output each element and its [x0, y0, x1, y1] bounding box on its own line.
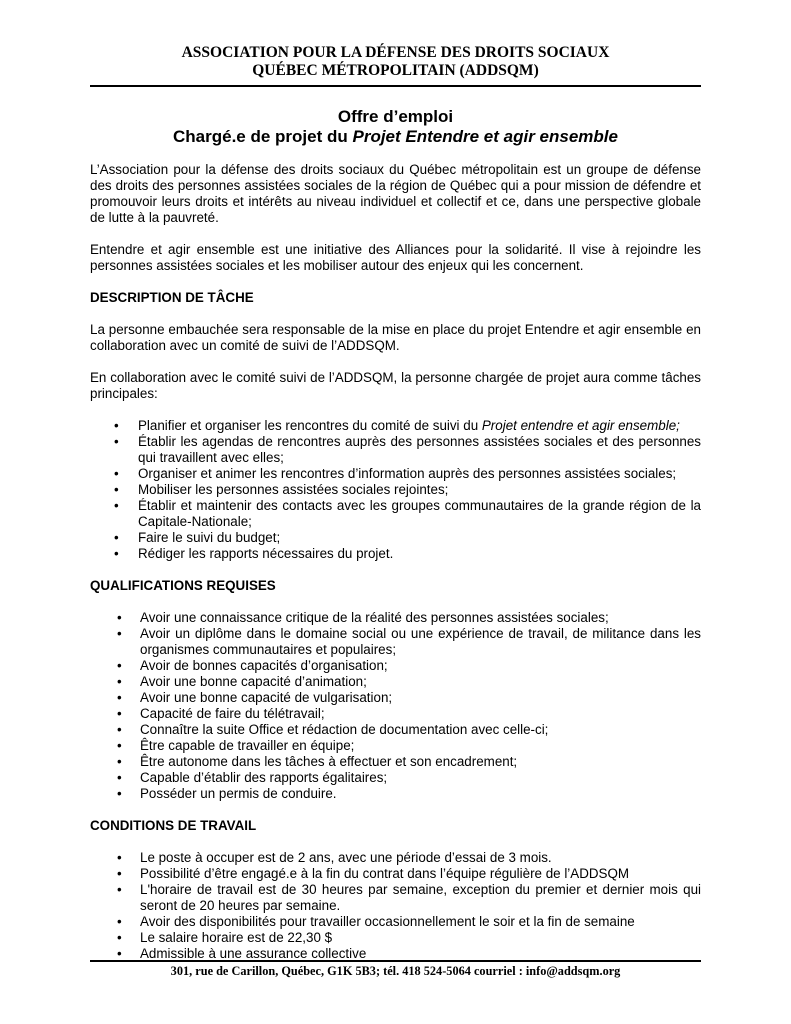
list-item: • Faire le suivi du budget;: [90, 530, 701, 546]
task-project-name: Projet entendre et agir ensemble;: [481, 418, 680, 433]
tasks-list: [90, 418, 701, 562]
list-item: • Établir les agendas de rencontres auprès des personnes assistées sociales et des personnes qui travaillent avec elles;: [90, 434, 701, 466]
list-item: • Être autonome dans les tâches à effectuer et son encadrement;: [90, 754, 701, 770]
organization-subtitle: QUÉBEC MÉTROPOLITAIN (ADDSQM): [252, 62, 539, 79]
organization-name: ASSOCIATION POUR LA DÉFENSE DES DROITS SOCIAUX: [181, 44, 610, 61]
title-line-2: [90, 127, 701, 147]
list-item: • Établir et maintenir des contacts avec les groupes communautaires de la grande région de la Capitale-Nationale;: [90, 498, 701, 530]
title-line-1: Offre d’emploi: [337, 107, 454, 126]
list-item: • Le salaire horaire est de 22,30 $: [90, 930, 701, 946]
list-item: • Avoir de bonnes capacités d’organisation;: [90, 658, 701, 674]
footer-address: 301, rue de Carillon, Québec, G1K 5B3; tél. 418 524-5064 courriel : info@addsqm.org: [170, 964, 621, 978]
title-project-name: Projet Entendre et agir ensemble: [352, 127, 618, 146]
list-item: • L'horaire de travail est de 30 heures par semaine, exception du premier et dernier mois qui seront de 20 heures par semaine.: [90, 882, 701, 914]
list-item: • Le poste à occuper est de 2 ans, avec une période d’essai de 3 mois.: [90, 850, 701, 866]
qualifications-list: [90, 610, 701, 802]
list-item: • Organiser et animer les rencontres d’information auprès des personnes assistées sociales;: [90, 466, 701, 482]
list-item: • Capable d’établir des rapports égalitaires;: [90, 770, 701, 786]
footer-divider: [90, 960, 701, 962]
organization-header: [90, 44, 701, 80]
list-item: • Connaître la suite Office et rédaction de documentation avec celle-ci;: [90, 722, 701, 738]
description-paragraph-2: En collaboration avec le comité suivi de l’ADDSQM, la personne chargée de projet aura comme tâches principales:: [90, 370, 701, 401]
task-text: Planifier et organiser les rencontres du comité de suivi du: [138, 418, 482, 433]
title-prefix: Chargé.e de projet du: [173, 127, 353, 146]
list-item: • Rédiger les rapports nécessaires du projet.: [90, 546, 701, 562]
section-heading-conditions: CONDITIONS DE TRAVAIL: [90, 818, 257, 833]
document-title: [90, 107, 701, 147]
list-item: • Mobiliser les personnes assistées sociales rejointes;: [90, 482, 701, 498]
list-item: • Être capable de travailler en équipe;: [90, 738, 701, 754]
intro-paragraph-1: L’Association pour la défense des droits sociaux du Québec métropolitain est un groupe de défense des droits des personnes assistées sociales de la région de Québec qui a pour mission de défendre et promouvoir leurs droits et intérêts au niveau individuel et collectif et ce, dans une perspective globale de lutte à la pauvreté.: [90, 162, 701, 225]
list-item: • Avoir une bonne capacité de vulgarisation;: [90, 690, 701, 706]
list-item: • Avoir des disponibilités pour travailler occasionnellement le soir et la fin de semaine: [90, 914, 701, 930]
conditions-list: [90, 850, 701, 962]
list-item: • Capacité de faire du télétravail;: [90, 706, 701, 722]
list-item: • Avoir une connaissance critique de la réalité des personnes assistées sociales;: [90, 610, 701, 626]
section-heading-description: DESCRIPTION DE TÂCHE: [90, 290, 254, 305]
section-heading-qualifications: QUALIFICATIONS REQUISES: [90, 578, 276, 593]
list-item: • Posséder un permis de conduire.: [90, 786, 701, 802]
document-body: [90, 162, 701, 978]
intro-paragraph-2: Entendre et agir ensemble est une initiative des Alliances pour la solidarité. Il vise à rejoindre les personnes assistées sociales et les mobiliser autour des enjeux qui les concernent.: [90, 242, 701, 273]
list-item: • Possibilité d’être engagé.e à la fin du contrat dans l’équipe régulière de l’ADDSQM: [90, 866, 701, 882]
description-paragraph-1: La personne embauchée sera responsable de la mise en place du projet Entendre et agir ensemble en collaboration avec un comité de suivi de l’ADDSQM.: [90, 322, 701, 353]
list-item: • Admissible à une assurance collective: [90, 946, 701, 962]
list-item: • Avoir une bonne capacité d’animation;: [90, 674, 701, 690]
list-item: • Avoir un diplôme dans le domaine social ou une expérience de travail, de militance dans les organismes communautaires et populaires;: [90, 626, 701, 658]
header-divider: [90, 85, 701, 87]
list-item: [90, 418, 701, 434]
